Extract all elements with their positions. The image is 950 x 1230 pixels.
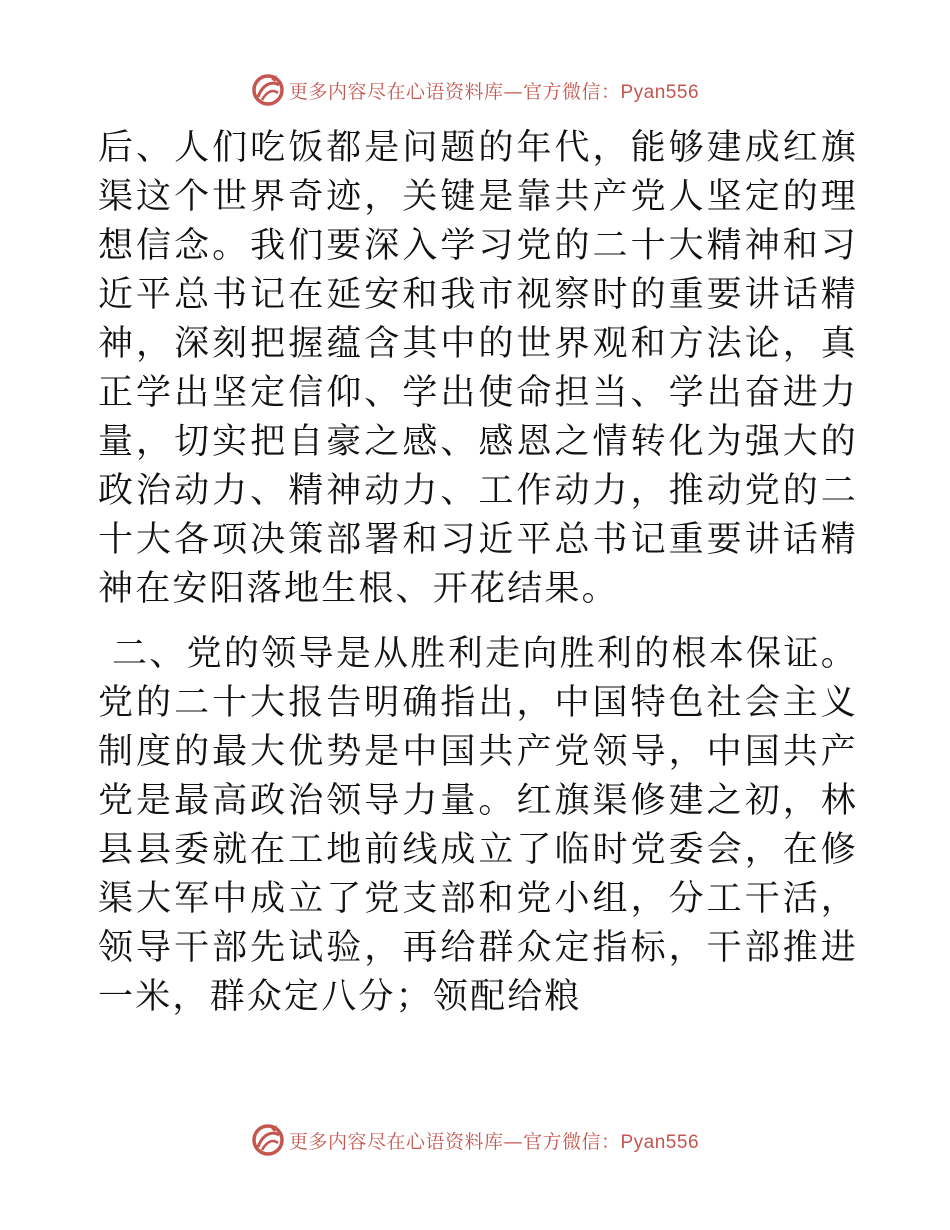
- footer-watermark: [0, 1120, 950, 1160]
- red-swirl-logo-icon: [251, 73, 285, 107]
- watermark-text: 更多内容尽在心语资料库—官方微信：Pyan556: [288, 1130, 700, 1153]
- watermark-account: Pyan556: [620, 1131, 700, 1153]
- red-swirl-logo-icon: [251, 1123, 285, 1157]
- watermark-account: Pyan556: [620, 81, 700, 103]
- document-body: [98, 124, 858, 1022]
- paragraph: 后、人们吃饭都是问题的年代，能够建成红旗渠这个世界奇迹，关键是靠共产党人坚定的理想信念。我们要深入学习党的二十大精神和习近平总书记在延安和我市视察时的重要讲话精神，深刻把握蕴含其中的世界观和方法论，真正学出坚定信仰、学出使命担当、学出奋进力量，切实把自豪之感、感恩之情转化为强大的政治动力、精神动力、工作动力，推动党的二十大各项决策部署和习近平总书记重要讲话精神在安阳落地生根、开花结果。: [98, 128, 858, 609]
- header-watermark: [0, 70, 950, 110]
- paragraph: 二、党的领导是从胜利走向胜利的根本保证。党的二十大报告明确指出，中国特色社会主义制度的最大优势是中国共产党领导，中国共产党是最高政治领导力量。红旗渠修建之初，林县县委就在工地前线成立了临时党委会，在修渠大军中成立了党支部和党小组，分工干活，领导干部先试验，再给群众定指标，干部推进一米，群众定八分；领配给粮: [98, 634, 858, 1017]
- watermark-text: 更多内容尽在心语资料库—官方微信：Pyan556: [288, 80, 700, 103]
